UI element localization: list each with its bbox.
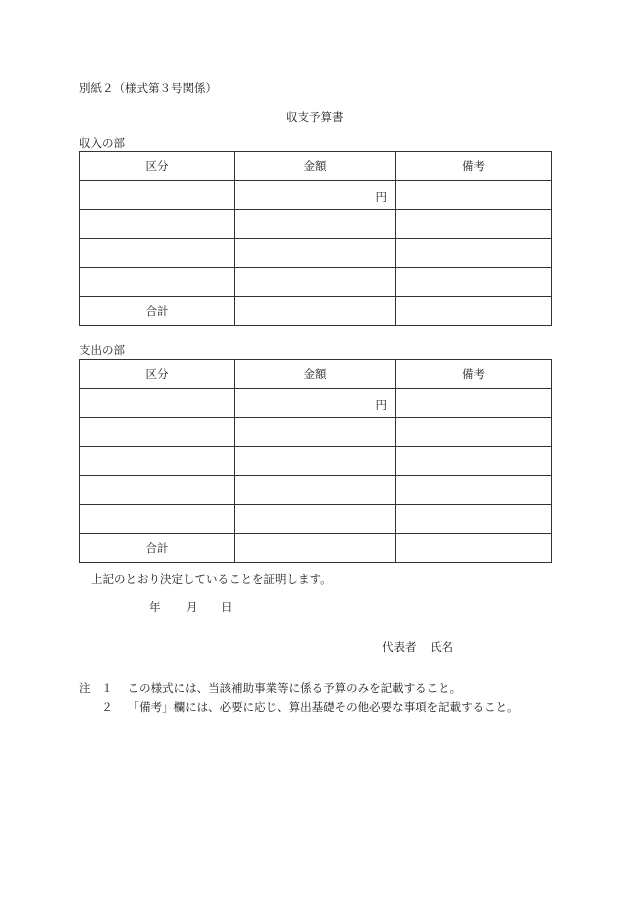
expense-table [79, 359, 552, 563]
table-cell [235, 239, 396, 268]
table-cell [80, 210, 235, 239]
notes-prefix: 注 [79, 681, 91, 695]
table-cell [396, 210, 552, 239]
table-row [80, 181, 552, 210]
table-row [80, 418, 552, 447]
column-header-remarks: 備考 [396, 360, 552, 389]
column-header-amount: 金額 [235, 360, 396, 389]
total-row [80, 297, 552, 326]
table-cell [396, 268, 552, 297]
table-cell [235, 505, 396, 534]
note-text: 「備考」欄には、必要に応じ、算出基礎その他必要な事項を記載すること。 [127, 700, 519, 714]
column-header-amount: 金額 [235, 152, 396, 181]
table-cell [396, 297, 552, 326]
note-number: ２ [101, 700, 113, 714]
column-header-remarks: 備考 [396, 152, 552, 181]
table-row [80, 268, 552, 297]
date-day: 日 [221, 600, 233, 614]
table-cell [235, 210, 396, 239]
yen-unit-label: 円 [235, 181, 396, 210]
table-cell [80, 268, 235, 297]
page-title: 収支予算書 [286, 110, 344, 124]
table-cell [80, 389, 235, 418]
form-label: 別紙２（様式第３号関係） [79, 81, 217, 95]
table-cell [80, 505, 235, 534]
table-cell [80, 476, 235, 505]
note-text: この様式には、当該補助事業等に係る予算のみを記載すること。 [127, 681, 462, 695]
table-cell [396, 476, 552, 505]
table-cell [396, 181, 552, 210]
table-cell [235, 447, 396, 476]
table-cell [80, 418, 235, 447]
income-header-row [80, 152, 552, 181]
name-label: 氏名 [430, 640, 453, 654]
table-row [80, 476, 552, 505]
certification-text: 上記のとおり決定していることを証明します。 [91, 572, 332, 586]
table-cell [80, 447, 235, 476]
total-label: 合計 [80, 297, 235, 326]
table-cell [235, 476, 396, 505]
expense-header-row [80, 360, 552, 389]
note-item [96, 680, 461, 696]
column-header-category: 区分 [80, 152, 235, 181]
table-row [80, 389, 552, 418]
table-row [80, 239, 552, 268]
table-row [80, 505, 552, 534]
note-number: １ [101, 681, 113, 695]
table-cell [396, 534, 552, 563]
income-table [79, 151, 552, 326]
table-cell [235, 418, 396, 447]
total-row [80, 534, 552, 563]
table-cell [396, 418, 552, 447]
table-cell [396, 447, 552, 476]
date-month: 月 [186, 600, 198, 614]
date-year: 年 [149, 600, 161, 614]
table-cell [396, 389, 552, 418]
table-row [80, 447, 552, 476]
note-item [96, 699, 519, 715]
representative-label: 代表者 [382, 640, 417, 654]
expense-section-label: 支出の部 [79, 343, 125, 357]
table-cell [80, 239, 235, 268]
table-cell [235, 534, 396, 563]
table-cell [80, 181, 235, 210]
table-row [80, 210, 552, 239]
yen-unit-label: 円 [235, 389, 396, 418]
table-cell [396, 239, 552, 268]
column-header-category: 区分 [80, 360, 235, 389]
table-cell [396, 505, 552, 534]
total-label: 合計 [80, 534, 235, 563]
table-cell [235, 297, 396, 326]
income-section-label: 収入の部 [79, 136, 125, 150]
table-cell [235, 268, 396, 297]
